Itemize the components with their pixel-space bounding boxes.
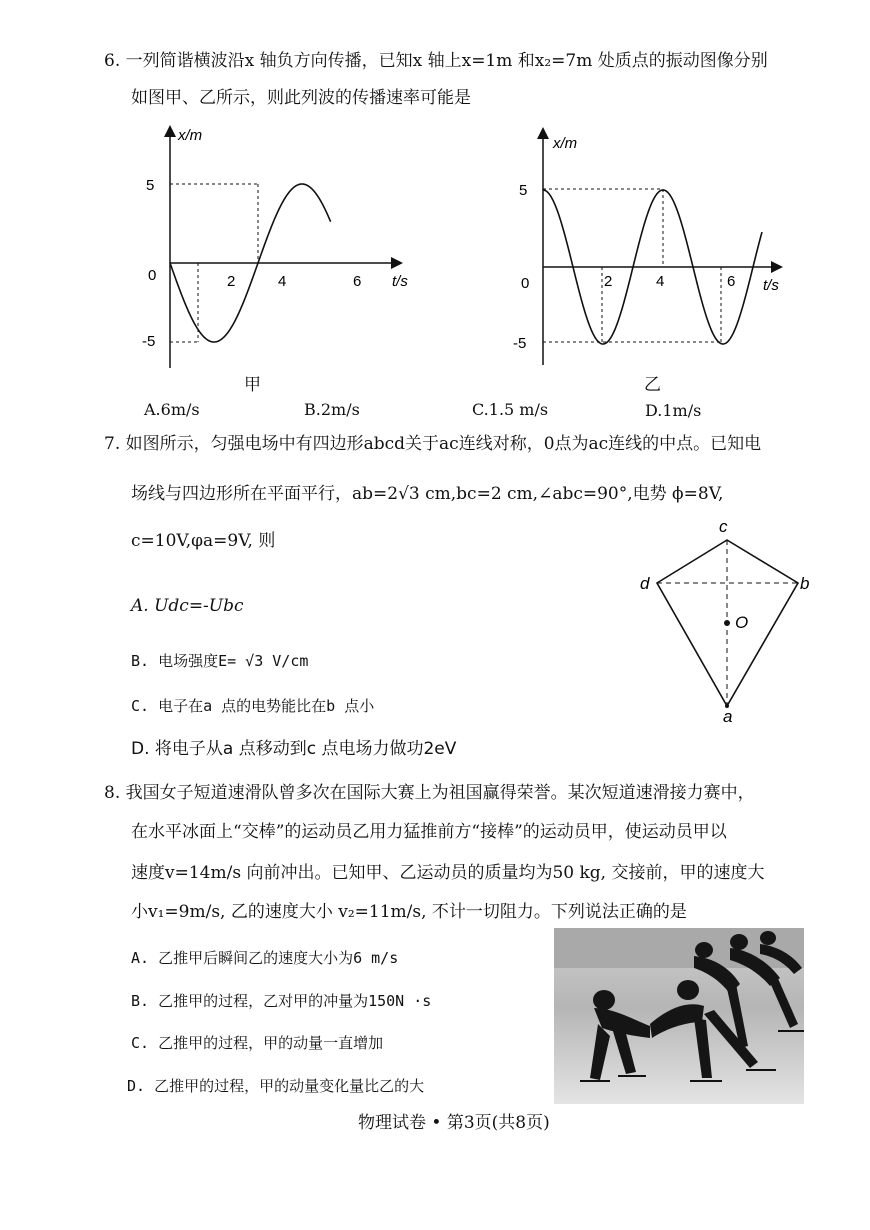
page-footer: 物理试卷 • 第3页(共8页) (358, 1113, 550, 1133)
q6-option-d[interactable]: D.1m/s (645, 401, 702, 420)
graph-yi-ytick-0: 0 (521, 275, 530, 292)
point-o (724, 620, 730, 626)
q6-stem-line2: 如图甲、乙所示，则此列波的传播速率可能是 (131, 88, 471, 108)
graph-jia-xtick-6: 6 (353, 273, 362, 290)
graph-yi-y-label: x/m (553, 135, 578, 152)
q7-option-a[interactable]: A. Udc=-Ubc (131, 596, 244, 616)
q8-option-d[interactable]: D. 乙推甲的过程，甲的动量变化量比乙的大 (127, 1077, 425, 1095)
graph-yi-xtick-4: 4 (656, 273, 665, 290)
graph-jia-x-label: t/s (392, 273, 408, 290)
q8-option-b[interactable]: B. 乙推甲的过程，乙对甲的冲量为150N ·s (131, 992, 432, 1010)
label-c: c (719, 517, 728, 536)
q8-stem-line3: 速度v=14m/s 向前冲出。已知甲、乙运动员的质量均为50 kg, 交接前，甲的速度大 (131, 863, 765, 883)
q6-option-a[interactable]: A.6m/s (144, 400, 200, 419)
graph-jia (130, 118, 410, 398)
q7-stem-line1: 7. 如图所示，匀强电场中有四边形abcd关于ac连线对称，0点为ac连线的中点。已知电 (104, 434, 762, 454)
q8-stem-line4: 小v₁=9m/s, 乙的速度大小 v₂=11m/s, 不计一切阻力。下列说法正确的是 (131, 902, 687, 922)
q8-option-a[interactable]: A. 乙推甲后瞬间乙的速度大小为6 m/s (131, 949, 399, 967)
q7-stem-line2: 场线与四边形所在平面平行，ab=2√3 cm,bc=2 cm,∠abc=90°,电势 ϕ=8V, (131, 484, 724, 504)
q7-stem-line3: c=10V,φa=9V, 则 (131, 531, 276, 551)
graph-jia-ytick-0: 0 (148, 267, 157, 284)
q8-option-c[interactable]: C. 乙推甲的过程，甲的动量一直增加 (131, 1034, 384, 1052)
skaters-silhouette (554, 928, 804, 1104)
graph-jia-ytick-neg5: -5 (142, 333, 156, 350)
graph-yi-x-label: t/s (763, 277, 779, 294)
graph-yi (505, 120, 795, 400)
speed-skating-photo (554, 928, 804, 1104)
graph-jia-xtick-2: 2 (227, 273, 236, 290)
label-a: a (723, 707, 733, 726)
graph-jia-ytick-5: 5 (146, 177, 155, 194)
graph-yi-xtick-6: 6 (727, 273, 736, 290)
q7-option-c[interactable]: C. 电子在a 点的电势能比在b 点小 (131, 697, 375, 715)
graph-yi-ytick-5: 5 (519, 182, 528, 199)
label-o: O (735, 613, 749, 632)
q7-quadrilateral-figure (630, 512, 820, 727)
graph-jia-caption: 甲 (244, 375, 261, 395)
graph-yi-ytick-neg5: -5 (513, 335, 527, 352)
q6-option-b[interactable]: B.2m/s (304, 400, 360, 419)
graph-yi-xtick-2: 2 (604, 273, 613, 290)
q7-option-b[interactable]: B. 电场强度E= √3 V/cm (131, 652, 309, 670)
q6-stem-line1: 6. 一列简谐横波沿x 轴负方向传播，已知x 轴上x=1m 和x₂=7m 处质点的振动图像分别 (104, 51, 768, 71)
label-b: b (800, 574, 810, 593)
graph-jia-xtick-4: 4 (278, 273, 287, 290)
q8-stem-line1: 8. 我国女子短道速滑队曾多次在国际大赛上为祖国赢得荣誉。某次短道速滑接力赛中， (104, 783, 755, 803)
q8-stem-line2: 在水平冰面上“交棒”的运动员乙用力猛推前方“接棒”的运动员甲，使运动员甲以 (131, 822, 727, 842)
graph-jia-y-label: x/m (178, 127, 203, 144)
q6-option-c[interactable]: C.1.5 m/s (472, 400, 549, 419)
graph-yi-caption: 乙 (644, 375, 661, 395)
q7-option-d[interactable]: D. 将电子从a 点移动到c 点电场力做功2eV (131, 739, 457, 759)
label-d: d (640, 574, 650, 593)
